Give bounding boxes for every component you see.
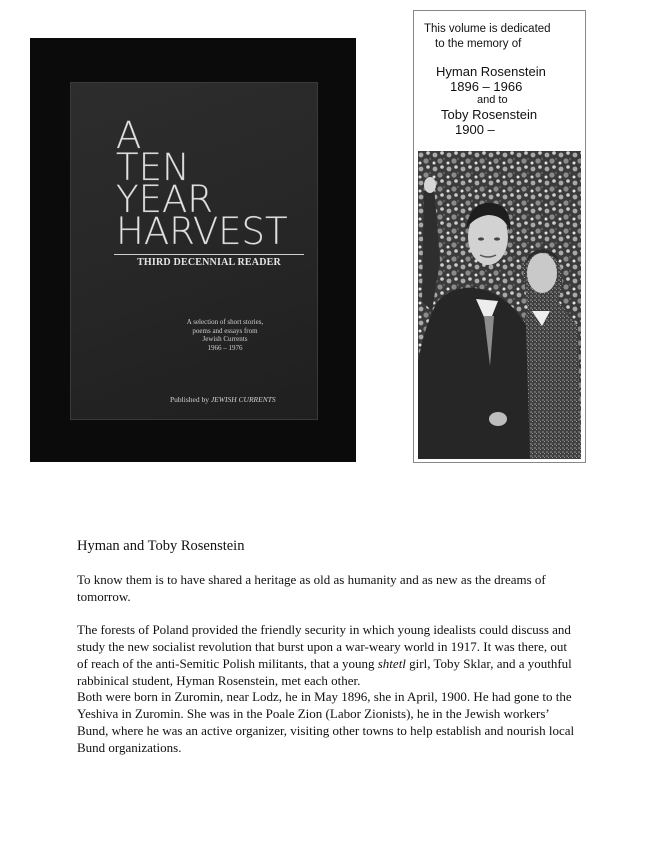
paragraph-line: Both were born in Zuromin, near Lodz, he in May 1896, she in April, 1900. He had gone to the — [77, 689, 572, 704]
cover-title-line-1: A — [116, 114, 142, 157]
cover-blurb-line: Jewish Currents — [202, 335, 248, 343]
paragraph-line: tomorrow. — [77, 589, 131, 604]
cover-blurb-line: poems and essays from — [192, 326, 258, 335]
cover-blurb-line: A selection of short stories, — [186, 318, 264, 326]
cover-title-line-3: YEAR — [116, 178, 213, 221]
dedication-dates-2: 1900 – — [455, 122, 495, 137]
dedication-name-1: Hyman Rosenstein — [436, 64, 546, 79]
italic-word: shtetl — [377, 656, 406, 671]
cover-title-rule — [114, 254, 304, 255]
paragraph-line: rabbinical student, Hyman Rosenstein, met each other. — [77, 673, 361, 688]
couple-photo-image — [418, 151, 581, 459]
dedication-line-2: to the memory of — [435, 38, 522, 50]
paragraph-2 — [77, 621, 582, 689]
cover-publisher-prefix: Published by — [170, 395, 209, 404]
paragraph-1 — [77, 571, 582, 605]
book-cover-scan — [30, 38, 356, 462]
dedication-dates-1: 1896 – 1966 — [450, 79, 523, 94]
dedication-card — [413, 10, 586, 463]
cover-subtitle: THIRD DECENNIAL READER — [137, 257, 281, 268]
paragraph-line: Bund, where he was an active organizer, visiting other towns to help establish and nourish local — [77, 723, 575, 738]
paragraph-segment: of reach of the anti-Semitic Polish militants, that a young — [77, 656, 375, 671]
paragraph-segment: girl, Toby Sklar, and a youthful — [405, 656, 572, 671]
paragraph-line: Yeshiva in Zuromin. She was in the Poale Zion (Labor Zionists), he in the Jewish workers’ — [77, 706, 550, 721]
paragraph-line: To know them is to have shared a heritage as old as humanity and as new as the dreams of — [77, 572, 546, 587]
paragraph-line-mixed — [77, 655, 582, 672]
book-cover — [70, 82, 318, 420]
dedication-line-1: This volume is dedicated — [424, 23, 551, 35]
paragraph-line: The forests of Poland provided the friendly security in which young idealists could discuss and — [77, 622, 571, 637]
dedication-name-2: Toby Rosenstein — [441, 107, 538, 122]
paragraph-line: study the new socialist revolution that burst upon a war-weary world in 1917. It was there, out — [77, 639, 568, 654]
article-heading: Hyman and Toby Rosenstein — [77, 538, 245, 554]
dedication-and-to: and to — [477, 94, 508, 106]
cover-blurb-line: 1966 – 1976 — [207, 343, 243, 352]
cover-title-line-4: HARVEST — [116, 210, 288, 253]
cover-blurb — [150, 318, 300, 352]
cover-title-line-2: TEN — [116, 146, 190, 189]
couple-photo — [418, 151, 581, 459]
cover-publisher — [170, 395, 320, 404]
paragraph-3 — [77, 688, 582, 756]
paragraph-line: Bund organizations. — [77, 740, 182, 755]
cover-publisher-name: JEWISH CURRENTS — [210, 395, 276, 404]
